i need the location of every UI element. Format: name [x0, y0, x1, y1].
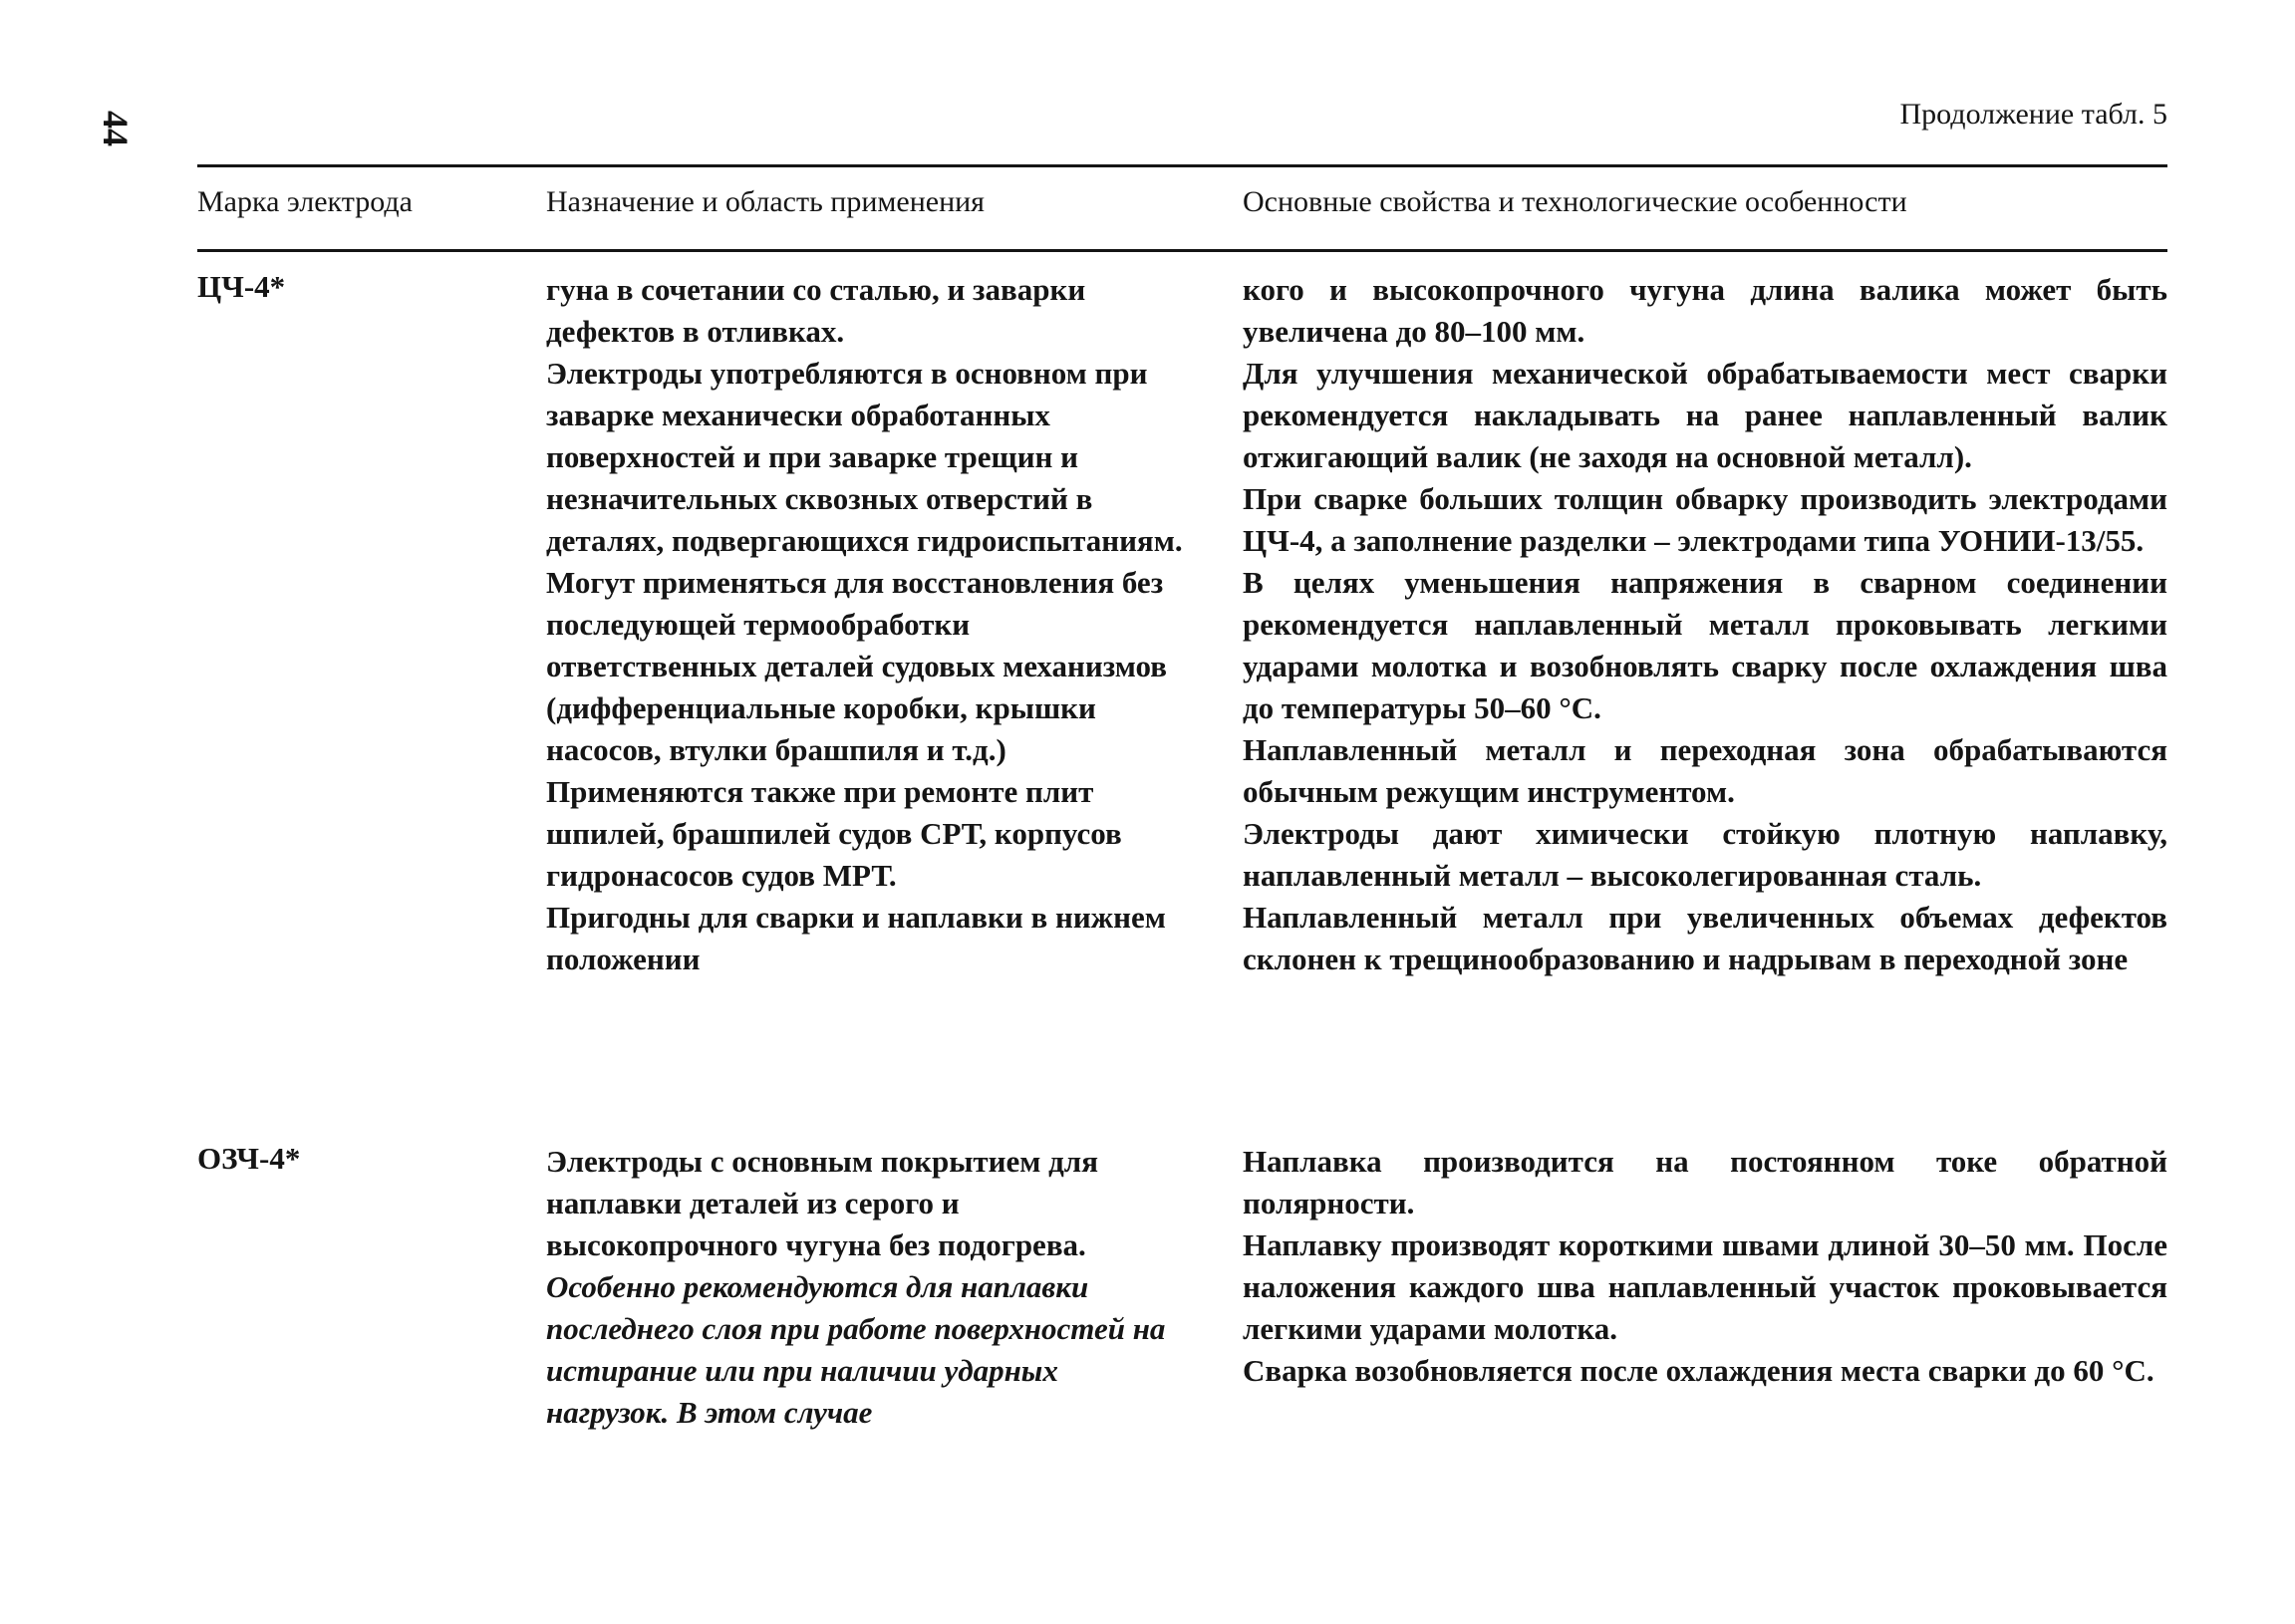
table-top-rule [197, 164, 2167, 167]
properties-paragraph: Сварка возобновляется после охлаждения места сварки до 60 °С. [1243, 1353, 2154, 1388]
properties-paragraph: Наплавленный металл при увеличенных объемах дефектов склонен к трещинообразованию и надрывам в переходной зоне [1243, 900, 2167, 976]
header-electrode-grade: Марка электрода [197, 185, 413, 218]
properties-paragraph: Электроды дают химически стойкую плотную наплавку, наплавленный металл – высоколегированная сталь. [1243, 816, 2167, 893]
purpose-paragraph: Применяются также при ремонте плит шпилей, брашпилей судов СРТ, корпусов гидронасосов судов МРТ. [546, 774, 1122, 893]
properties-paragraph: Наплавка производится на постоянном токе обратной полярности. [1243, 1144, 2167, 1220]
properties-paragraph: При сварке больших толщин обварку производить электродами ЦЧ-4, а заполнение разделки – электродами типа УОНИИ-13/55. [1243, 481, 2167, 558]
purpose-paragraph: гуна в сочетании со сталью, и заварки дефектов в отливках. [546, 272, 1086, 349]
properties-paragraph: В целях уменьшения напряжения в сварном соединении рекомендуется наплавленный металл проковывать легкими ударами молотка и возобновлять сварку после охлаждения шва до температуры 50–60 °С. [1243, 565, 2167, 725]
properties-paragraph: Наплавленный металл и переходная зона обрабатываются обычным режущим инструментом. [1243, 732, 2167, 809]
properties-paragraph: Наплавку производят короткими швами длиной 30–50 мм. После наложения каждого шва наплавленный участок проковывается легкими ударами молотка. [1243, 1227, 2167, 1346]
purpose-paragraph: Электроды употребляются в основном при заварке механически обработанных поверхностей и при заварке трещин и незначительных сквозных отверстий в деталях, подвергающихся гидроиспытаниям. [546, 356, 1183, 558]
purpose-paragraph: Особенно рекомендуются для наплавки последнего слоя при работе поверхностей на истирание или при наличии ударных нагрузок. В этом случае [546, 1269, 1166, 1430]
table-continuation-label: Продолжение табл. 5 [1899, 98, 2167, 131]
header-purpose: Назначение и область применения [546, 185, 985, 218]
properties-paragraph: Для улучшения механической обрабатываемости мест сварки рекомендуется накладывать на ранее наплавленный валик отжигающий валик (не заходя на основной металл). [1243, 356, 2167, 474]
row-purpose-cell [546, 1141, 1184, 1434]
properties-paragraph: кого и высокопрочного чугуна длина валика может быть увеличена до 80–100 мм. [1243, 272, 2167, 349]
header-properties: Основные свойства и технологические особенности [1243, 185, 1907, 218]
page-number: 44 [96, 111, 136, 146]
purpose-paragraph: Пригодны для сварки и наплавки в нижнем положении [546, 900, 1166, 976]
row-properties-cell [1243, 269, 2167, 980]
purpose-paragraph: Электроды с основным покрытием для наплавки деталей из серого и высокопрочного чугуна без подогрева. [546, 1144, 1098, 1262]
row-electrode-mark: ОЗЧ-4* [197, 1141, 301, 1176]
row-purpose-cell [546, 269, 1184, 980]
table-header-rule [197, 249, 2167, 252]
row-properties-cell [1243, 1141, 2167, 1392]
purpose-paragraph: Могут применяться для восстановления без последующей термообработки ответственных деталей судовых механизмов (дифференциальные коробки, крышки насосов, втулки брашпиля и т.д.) [546, 565, 1167, 767]
row-electrode-mark: ЦЧ-4* [197, 269, 286, 304]
